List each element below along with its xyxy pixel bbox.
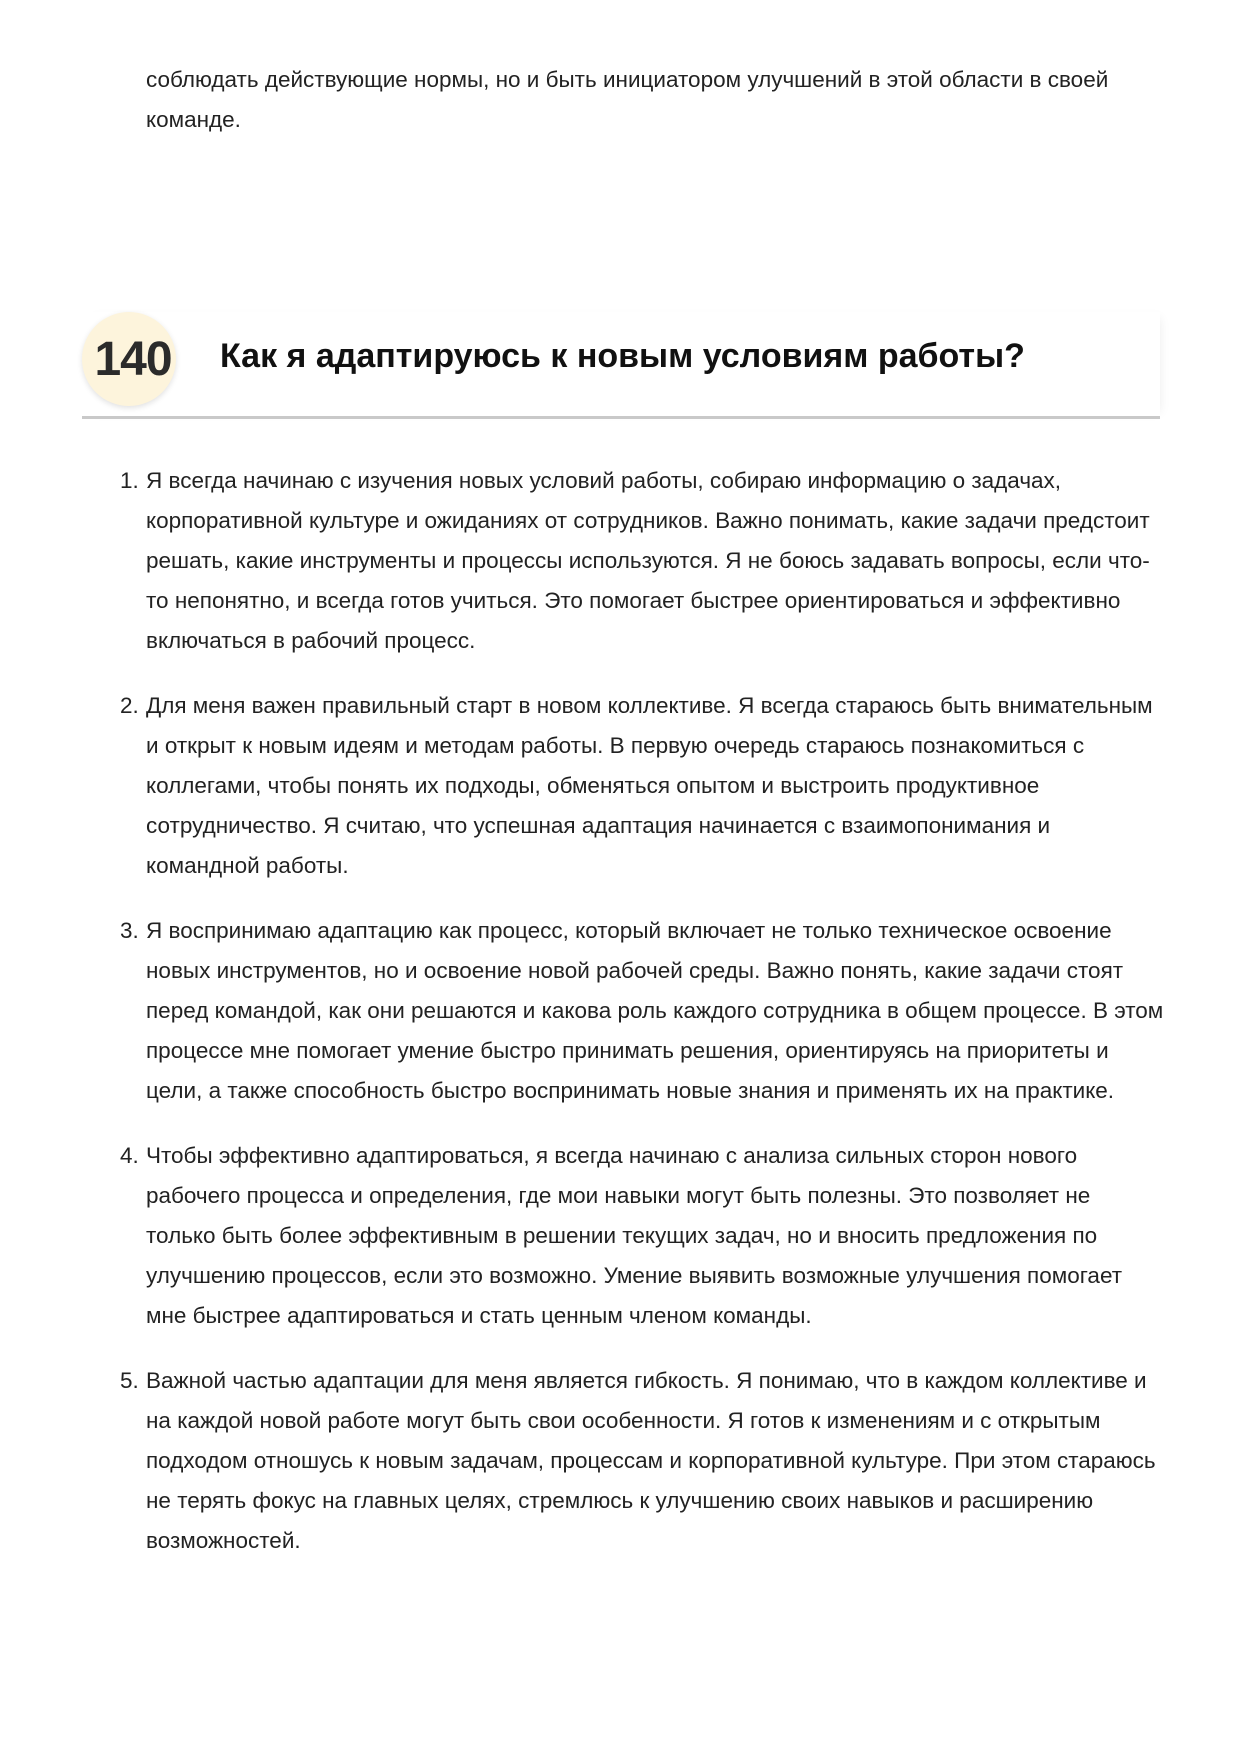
answer-number: 1. [120,468,139,493]
answer-item-5 [104,1361,1164,1561]
question-number-badge [82,312,176,406]
answer-number: 2. [120,693,139,718]
answer-text: Я воспринимаю адаптацию как процесс, который включает не только техническое освоение новых инструментов, но и освоение новой рабочей среды. Важно понять, какие задачи стоят перед командой, как они решаются и какова роль каждого сотрудника в общем процессе. В этом процессе мне помогает умение быстро принимать решения, ориентируясь на приоритеты и цели, а также способность быстро воспринимать новые знания и применять их на практике. [146,918,1164,1103]
answer-text: Для меня важен правильный старт в новом коллективе. Я всегда стараюсь быть внимательным и открыт к новым идеям и методам работы. В первую очередь стараюсь познакомиться с коллегами, чтобы понять их подходы, обменяться опытом и выстроить продуктивное сотрудничество. Я считаю, что успешная адаптация начинается с взаимопонимания и командной работы. [146,693,1153,878]
answer-number: 3. [120,918,139,943]
answer-number: 5. [120,1368,139,1393]
answer-number: 4. [120,1143,139,1168]
answer-item-2 [104,686,1164,886]
section-title: Как я адаптируюсь к новым условиям работы? [220,337,1025,375]
carryover-paragraph: соблюдать действующие нормы, но и быть инициатором улучшений в этой области в своей команде. [146,67,1109,132]
answer-text: Чтобы эффективно адаптироваться, я всегда начинаю с анализа сильных сторон нового рабочего процесса и определения, где мои навыки могут быть полезны. Это позволяет не только быть более эффективным в решении текущих задач, но и вносить предложения по улучшению процессов, если это возможно. Умение выявить возможные улучшения помогает мне быстрее адаптироваться и стать ценным членом команды. [146,1143,1123,1328]
answer-text: Я всегда начинаю с изучения новых условий работы, собираю информацию о задачах, корпоративной культуре и ожиданиях от сотрудников. Важно понимать, какие задачи предстоит решать, какие инструменты и процессы используются. Я не боюсь задавать вопросы, если что-то непонятно, и всегда готов учиться. Это помогает быстрее ориентироваться и эффективно включаться в рабочий процесс. [146,468,1150,653]
answer-list [104,461,1164,1586]
answer-item-3 [104,911,1164,1111]
answer-item-1 [104,461,1164,661]
header-divider [82,416,1160,419]
answer-item-4 [104,1136,1164,1336]
question-number: 140 [94,332,172,386]
answer-text: Важной частью адаптации для меня является гибкость. Я понимаю, что в каждом коллективе и на каждой новой работе могут быть свои особенности. Я готов к изменениям и с открытым подходом отношусь к новым задачам, процессам и корпоративной культуре. При этом стараюсь не терять фокус на главных целях, стремлюсь к улучшению своих навыков и расширению возможностей. [146,1368,1156,1553]
section-header [82,312,1160,418]
